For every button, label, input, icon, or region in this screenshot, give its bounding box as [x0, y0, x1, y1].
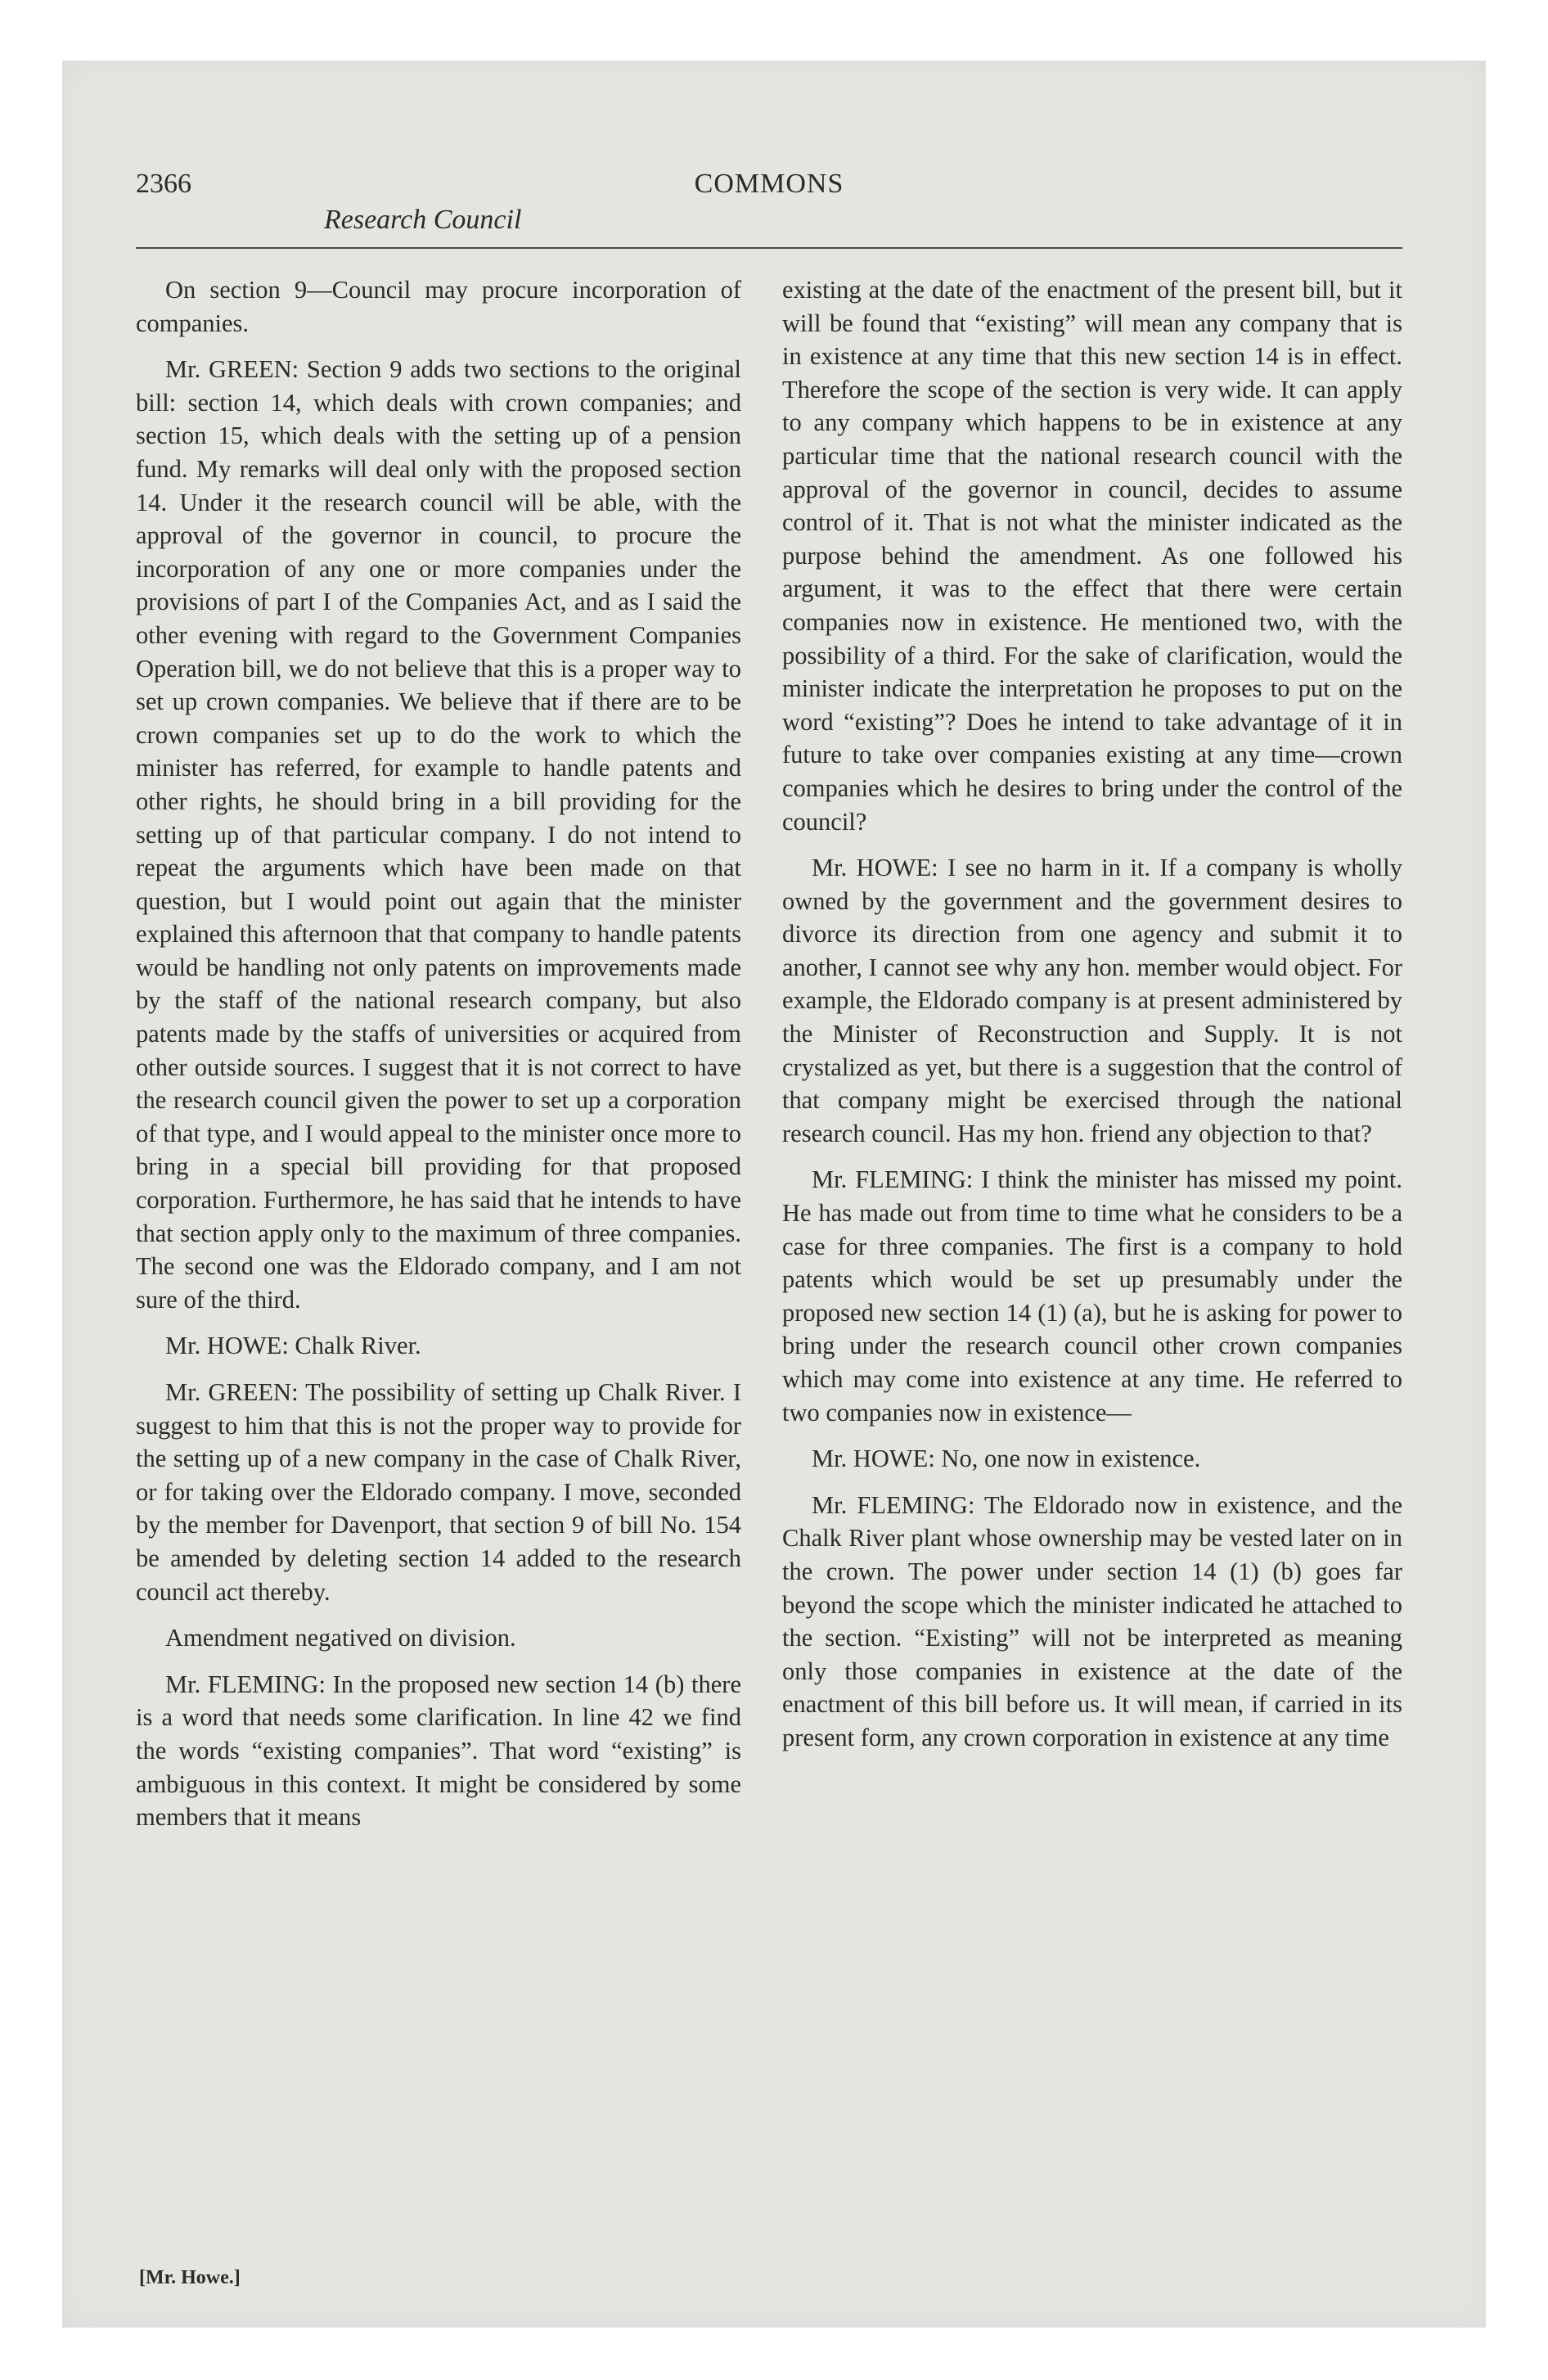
paragraph: Mr. FLEMING: I think the minister has missed my point. He has made out from time to time what he considers to be a case for three companies. The first is a company to hold patents which would be set up presumably under the proposed new section 14 (1) (a), but he is asking for power to bring under the research council other crown companies which may come into existence at any time. He referred to two companies now in existence— — [782, 1165, 1402, 1427]
page-header — [136, 169, 1402, 249]
left-column — [136, 273, 741, 1847]
paragraph: Mr. HOWE: Chalk River. — [165, 1332, 421, 1360]
paragraph: Mr. FLEMING: In the proposed new section 14 (b) there is a word that needs some clarification. In line 42 we find the words “existing companies”. That word “existing” is ambiguous in this context. It might be considered by some members that it means — [136, 1670, 741, 1832]
running-head: COMMONS — [694, 169, 844, 199]
paragraph: Mr. GREEN: Section 9 adds two sections to the original bill: section 14, which deals with crown companies; and section 15, which deals with the setting up of a pension fund. My remarks will deal only with the proposed section 14. Under it the research council will be able, with the approval of the governor in council, to procure the incorporation of any one or more companies under the provisions of part I of the Companies Act, and as I said the other evening with regard to the Government Companies Operation bill, we do not believe that this is a proper way to set up crown companies. We believe that if there are to be crown companies set up to do the work to which the minister has referred, for example to handle patents and other rights, he should bring in a bill providing for the setting up of that particular company. I do not intend to repeat the arguments which have been made on that question, but I would point out again that the minister explained this afternoon that that company to handle patents would be handling not only patents on improvements made by the staff of the national research company, but also patents made by the staffs of universities or acquired from other outside sources. I suggest that it is not correct to have the research council given the power to set up a corporation of that type, and I would appeal to the minister once more to bring in a special bill providing for that proposed corporation. Furthermore, he has said that he intends to have that section apply only to the maximum of three companies. The second one was the Eldorado company, and I am not sure of the third. — [136, 355, 741, 1314]
section-title: Research Council — [324, 205, 522, 235]
footer-note: [Mr. Howe.] — [139, 2267, 241, 2288]
paragraph: On section 9—Council may procure incorporation of companies. — [136, 276, 741, 337]
paragraph: Mr. HOWE: No, one now in existence. — [812, 1445, 1201, 1473]
page-number: 2366 — [136, 169, 191, 199]
paragraph: existing at the date of the enactment of the present bill, but it will be found that “existing” will mean any company that is in existence at any time that this new section 14 is in effect. Therefore the scope of the section is very wide. It can apply to any company which happens to be in existence at any particular time that the national research council with the approval of the governor in council, decides to assume control of it. That is not what the minister indicated as the purpose behind the amendment. As one followed his argument, it was to the effect that there were certain companies now in existence. He mentioned two, with the possibility of a third. For the sake of clarification, would the minister indicate the interpretation he proposes to put on the word “existing”? Does he intend to take advantage of it in future to take over companies existing at any time—crown companies which he desires to bring under the control of the council? — [782, 276, 1402, 836]
paragraph: Mr. GREEN: The possibility of setting up Chalk River. I suggest to him that this is not the proper way to provide for the setting up of a new company in the case of Chalk River, or for taking over the Eldorado company. I move, seconded by the member for Davenport, that section 9 of bill No. 154 be amended by deleting section 14 added to the research council act thereby. — [136, 1378, 741, 1606]
paragraph: Mr. FLEMING: The Eldorado now in existence, and the Chalk River plant whose ownership may be vested later on in the crown. The power under section 14 (1) (b) goes far beyond the scope which the minister indicated he attached to the section. “Existing” will not be interpreted as meaning only those companies in existence at the date of the enactment of this bill before us. It will mean, if carried in its present form, any crown corporation in existence at any time — [782, 1490, 1402, 1751]
paragraph: Amendment negatived on division. — [165, 1624, 516, 1652]
paragraph: Mr. HOWE: I see no harm in it. If a company is wholly owned by the government and the government desires to divorce its direction from one agency and submit it to another, I cannot see why any hon. member would object. For example, the Eldorado company is at present administered by the Minister of Reconstruction and Supply. It is not crystalized as yet, but there is a suggestion that the control of that company might be exercised through the national research council. Has my hon. friend any objection to that? — [782, 854, 1402, 1147]
right-column — [782, 273, 1402, 1768]
